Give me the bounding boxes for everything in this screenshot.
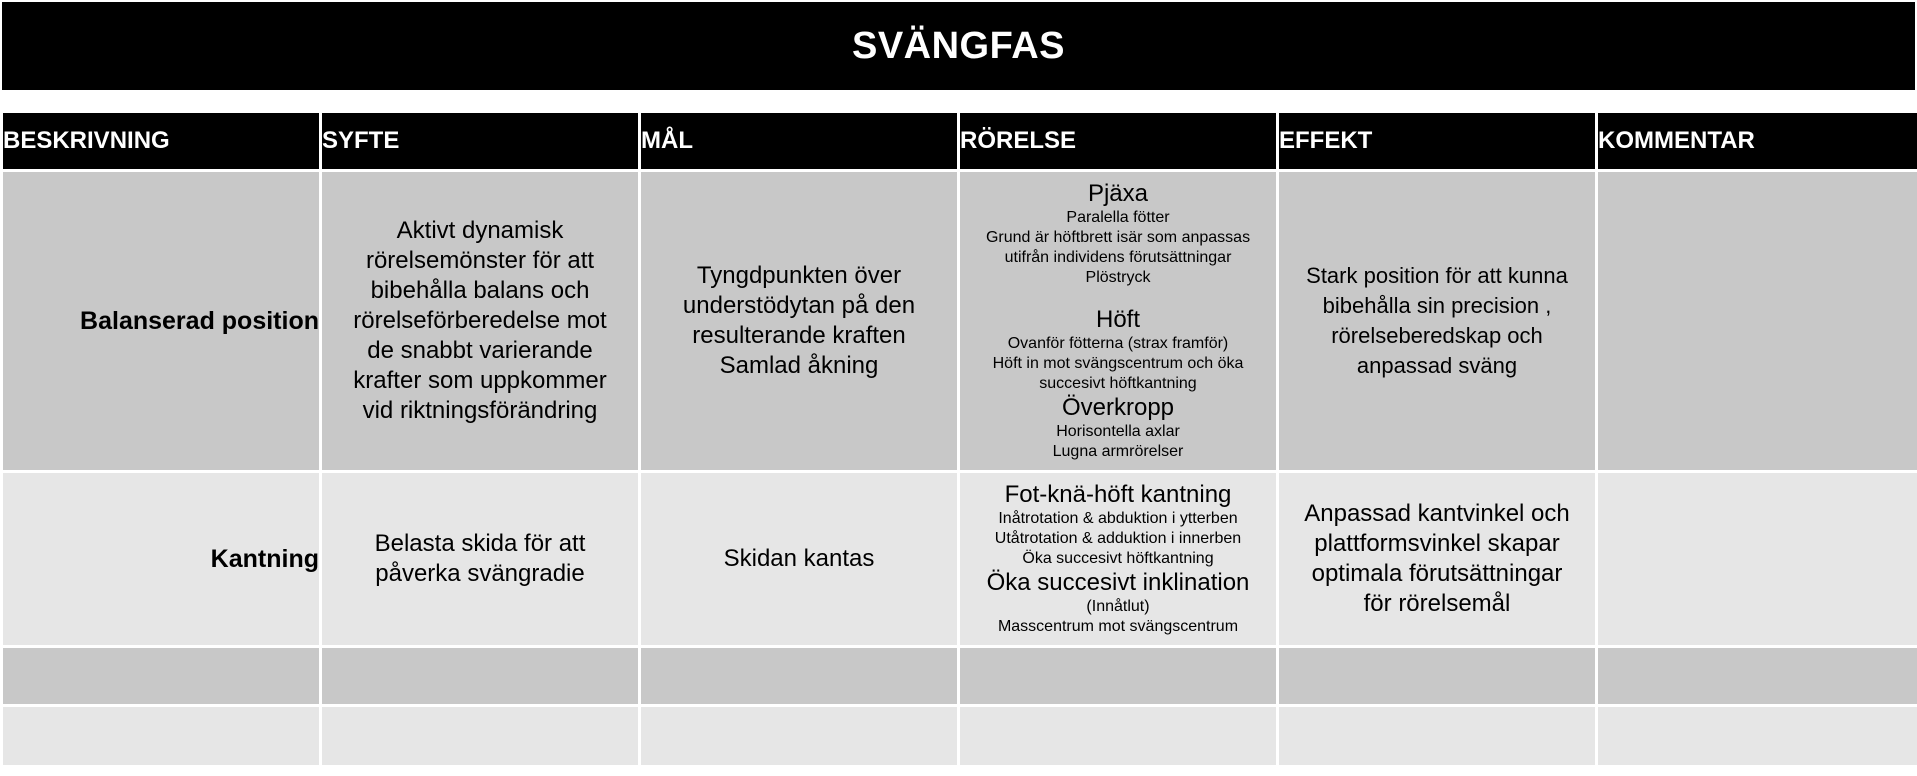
header-beskrivning: BESKRIVNING xyxy=(2,112,321,171)
header-rorelse: RÖRELSE xyxy=(959,112,1278,171)
header-mal: MÅL xyxy=(640,112,959,171)
effekt-cell: Anpassad kantvinkel och plattformsvinkel skapar optimala förutsättningar för rörelsemål xyxy=(1278,472,1597,647)
empty-cell xyxy=(1278,647,1597,706)
empty-cell xyxy=(2,647,321,706)
syfte-cell: Belasta skida för att påverka svängradie xyxy=(321,472,640,647)
header-syfte: SYFTE xyxy=(321,112,640,171)
empty-cell xyxy=(2,706,321,767)
svangfas-table xyxy=(0,110,1917,768)
syfte-cell: Aktivt dynamisk rörelsemönster för att bibehålla balans och rörelseförberedelse mot de snabbt varierande krafter som uppkommer vid riktningsförändring xyxy=(321,171,640,472)
header-row xyxy=(2,112,1917,171)
table-row-empty xyxy=(2,706,1917,767)
rorelse-cell: Pjäxa Paralella fötter Grund är höftbrett isär som anpassas utifrån individens förutsättningar Plöstryck Höft Ovanför fötterna (strax framför) Höft in mot svängscentrum och öka succesivt höftkantning Överkropp Horisontella axlar Lugna armrörelser xyxy=(959,171,1278,472)
rorelse-cell: Fot-knä-höft kantning Inåtrotation & abduktion i ytterben Utåtrotation & adduktion i innerben Öka succesivt höftkantning Öka succesivt inklination (Innåtlut) Masscentrum mot svängscentrum xyxy=(959,472,1278,647)
empty-cell xyxy=(321,647,640,706)
empty-cell xyxy=(1597,706,1917,767)
empty-cell xyxy=(959,647,1278,706)
empty-cell xyxy=(640,647,959,706)
kommentar-cell xyxy=(1597,472,1917,647)
mal-cell: Tyngdpunkten över understödytan på den resulterande kraften Samlad åkning xyxy=(640,171,959,472)
empty-cell xyxy=(321,706,640,767)
page-title: SVÄNGFAS xyxy=(2,2,1915,90)
empty-cell xyxy=(1278,706,1597,767)
effekt-cell: Stark position för att kunna bibehålla sin precision , rörelseberedskap och anpassad sväng xyxy=(1278,171,1597,472)
empty-cell xyxy=(959,706,1278,767)
header-effekt: EFFEKT xyxy=(1278,112,1597,171)
empty-cell xyxy=(1597,647,1917,706)
beskrivning-cell: Balanserad position xyxy=(2,171,321,472)
mal-cell: Skidan kantas xyxy=(640,472,959,647)
beskrivning-cell: Kantning xyxy=(2,472,321,647)
empty-cell xyxy=(640,706,959,767)
table-row xyxy=(2,171,1917,472)
kommentar-cell xyxy=(1597,171,1917,472)
header-kommentar: KOMMENTAR xyxy=(1597,112,1917,171)
table-row xyxy=(2,472,1917,647)
table-row-empty xyxy=(2,647,1917,706)
